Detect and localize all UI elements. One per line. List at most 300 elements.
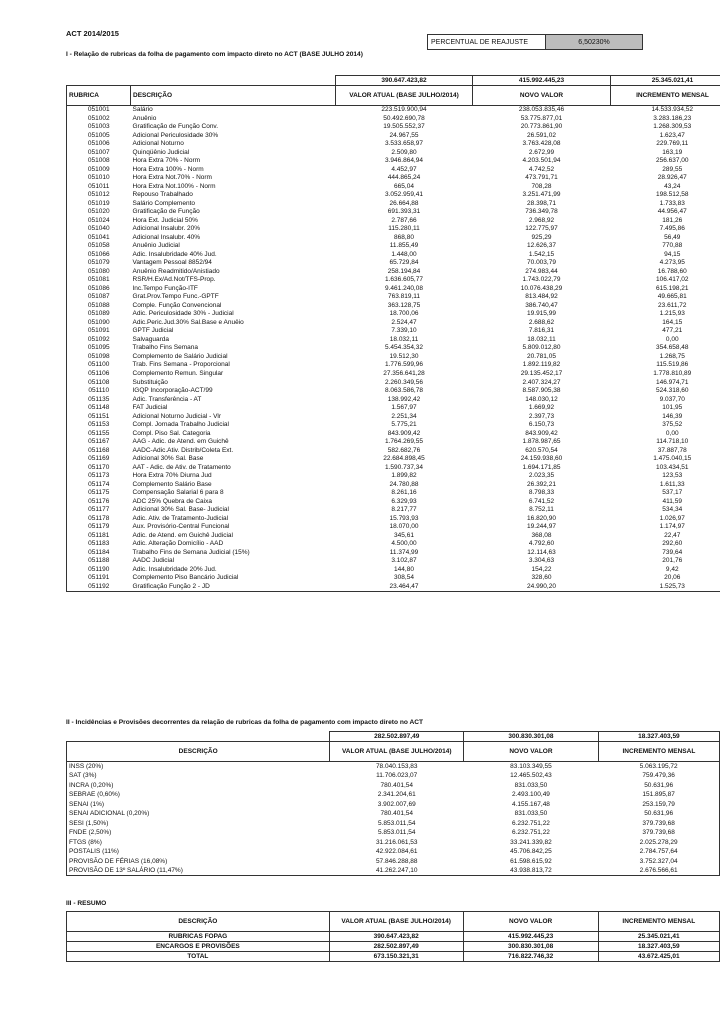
- incremento-mensal: 1.733,83: [611, 200, 720, 209]
- rubrica-descricao: Aux. Provisório-Central Funcional: [132, 523, 230, 531]
- valor-atual: 2.524,47: [391, 318, 417, 326]
- incremento-mensal: 411,59: [611, 498, 720, 507]
- valor-atual: 2.260.349,56: [385, 378, 423, 386]
- valor-atual: 18.070,00: [389, 523, 419, 531]
- incremento-mensal: 101,95: [611, 404, 720, 413]
- rubrica-descricao: Substituição: [132, 378, 168, 386]
- rubrica-code: 051087: [67, 293, 131, 302]
- valor-atual: 1.590.737,34: [385, 463, 423, 471]
- rubrica-code: 051086: [67, 285, 131, 294]
- incremento-mensal: 43,24: [611, 183, 720, 192]
- valor-atual: 23.464,47: [336, 583, 473, 592]
- incremento-mensal: 2.025.278,29: [598, 838, 719, 847]
- rubrica-descricao: ADC 25% Quebra de Caixa: [132, 497, 212, 505]
- incremento-mensal: 151.895,87: [598, 790, 719, 799]
- rubrica-descricao: Complemento de Salário Judicial: [132, 352, 228, 360]
- rubrica-descricao: Hora Extra Not.70% - Norm: [132, 174, 212, 182]
- rubrica-descricao: Adic. Ativ. de Tratamento-Judicial: [132, 514, 229, 522]
- incremento-mensal: 253.159,79: [598, 800, 719, 809]
- valor-atual: 258.194,84: [387, 267, 421, 275]
- resumo-descricao: RUBRICAS FOPAG: [67, 932, 330, 942]
- novo-valor: 4.203.501,94: [522, 157, 561, 165]
- rubrica-code: 051058: [67, 242, 131, 251]
- valor-atual: 1.448,00: [391, 250, 417, 258]
- valor-atual: 8.261,16: [391, 489, 417, 497]
- valor-atual: 8.063.586,78: [385, 387, 423, 395]
- incremento-mensal: 2.784.757,64: [598, 847, 719, 856]
- rubrica-code: 051006: [67, 140, 131, 149]
- novo-valor: 4.742,52: [528, 165, 555, 173]
- rubrica-code: 051040: [67, 225, 131, 234]
- incidencia-descricao: SENAI ADICIONAL (0,20%): [67, 809, 330, 818]
- rubrica-descricao: Adic.Peric.Jud.30% Sal.Base e Anuêio: [132, 318, 244, 326]
- rubrica-row: [67, 557, 720, 566]
- valor-atual: 27.356.641,28: [383, 369, 425, 377]
- valor-atual: 18.700,06: [389, 310, 419, 318]
- valor-atual: 3.946.864,94: [385, 157, 423, 165]
- incremento-mensal: 123,53: [611, 472, 720, 481]
- novo-valor: 328,60: [531, 574, 552, 582]
- novo-valor: 18.032,11: [527, 335, 556, 343]
- valor-atual: 2.509,80: [391, 148, 417, 156]
- rubrica-descricao: IGQP Incorporação-ACT/99: [132, 387, 213, 395]
- rubrica-descricao: Complemento Salário Base: [132, 480, 212, 488]
- novo-valor: 3.304,63: [528, 557, 555, 565]
- valor-atual: 282.502.897,49: [329, 942, 463, 952]
- valor-atual: 5.775,21: [391, 421, 417, 429]
- valor-atual: 2.251,34: [391, 412, 417, 420]
- rubrica-code: 051108: [67, 379, 131, 388]
- novo-valor: 24.159.938,60: [520, 455, 563, 463]
- header2-incremento: INCREMENTO MENSAL: [598, 742, 719, 762]
- incidencia-row: [67, 762, 720, 772]
- rubrica-code: 051184: [67, 549, 131, 558]
- novo-valor: 4.155.167,48: [511, 800, 550, 808]
- rubrica-code: 051153: [67, 421, 131, 430]
- novo-valor: 6.150,73: [528, 421, 555, 429]
- incremento-mensal: 9,42: [611, 566, 720, 575]
- incremento-mensal: 25.345.021,41: [598, 932, 719, 942]
- valor-atual: 3.102,87: [391, 557, 417, 565]
- rubrica-code: 051095: [67, 344, 131, 353]
- valor-atual: 19.512,30: [389, 352, 419, 360]
- section3-header-row: [67, 912, 720, 932]
- valor-atual: 144,80: [394, 565, 414, 573]
- incremento-mensal: 181,26: [611, 217, 720, 226]
- incremento-mensal: 146,39: [611, 413, 720, 422]
- novo-valor: 154,22: [531, 565, 552, 573]
- novo-valor: 274.983,44: [525, 267, 558, 275]
- section3-title: III - RESUMO: [66, 900, 107, 907]
- valor-atual: 1.567,97: [391, 404, 417, 412]
- novo-valor: 8.798,33: [528, 489, 555, 497]
- valor-atual: 24.967,55: [389, 131, 419, 139]
- novo-valor: 813.484,92: [525, 293, 558, 301]
- incremento-mensal: 379.739,68: [598, 828, 719, 837]
- incremento-mensal: 1.215,93: [611, 310, 720, 319]
- rubrica-code: 051173: [67, 472, 131, 481]
- rubrica-row: [67, 430, 720, 439]
- rubrica-row: [67, 183, 720, 192]
- rubrica-descricao: Complemento Remun. Singular: [132, 369, 224, 377]
- rubrica-row: [67, 149, 720, 158]
- rubrica-row: [67, 319, 720, 328]
- rubrica-code: 051151: [67, 413, 131, 422]
- rubrica-row: [67, 489, 720, 498]
- rubrica-row: [67, 302, 720, 311]
- incremento-mensal: 2.676.566,61: [598, 866, 719, 876]
- rubrica-descricao: Anuênio Readmitido/Anistiado: [132, 267, 220, 275]
- rubrica-row: [67, 549, 720, 558]
- novo-valor: 29.135.452,17: [520, 369, 563, 377]
- rubrica-code: 051001: [67, 106, 131, 115]
- novo-valor: 2.688,62: [528, 318, 555, 326]
- valor-atual: 1.764.269,55: [385, 438, 423, 446]
- valor-atual: 41.262.247,10: [330, 866, 464, 876]
- incidencia-row: [67, 771, 720, 780]
- rubrica-descricao: Vantagem Pessoal 8852/94: [132, 259, 212, 267]
- rubrica-code: 051170: [67, 464, 131, 473]
- rubrica-code: 051081: [67, 276, 131, 285]
- incidencia-descricao: PROVISÃO DE FÉRIAS (16,08%): [67, 857, 330, 866]
- incremento-mensal: 379.739,68: [598, 819, 719, 828]
- rubrica-descricao: Trabalho Fins de Semana Judicial (15%): [132, 548, 250, 556]
- rubrica-descricao: Comple. Função Convencional: [132, 301, 222, 309]
- rubrica-code: 051106: [67, 370, 131, 379]
- incidencia-row: [67, 866, 720, 876]
- valor-atual: 15.793,93: [389, 514, 419, 522]
- novo-valor: 843.909,42: [525, 429, 558, 437]
- rubrica-code: 051010: [67, 174, 131, 183]
- novo-valor: 1.542,15: [528, 250, 555, 258]
- novo-valor: 19.915,99: [527, 310, 556, 318]
- incidencia-descricao: SEBRAE (0,60%): [67, 790, 330, 799]
- valor-atual: 9.461.240,08: [385, 284, 423, 292]
- rubrica-code: 051135: [67, 396, 131, 405]
- rubrica-row: [67, 115, 720, 124]
- novo-valor: 1.694.171,85: [522, 463, 561, 471]
- valor-atual: 8.217,77: [391, 506, 417, 514]
- header2-novo-valor: NOVO VALOR: [464, 742, 599, 762]
- rubrica-code: 051011: [67, 183, 131, 192]
- rubrica-row: [67, 166, 720, 175]
- section2-total-atual: 282.502.897,49: [330, 732, 464, 742]
- rubrica-descricao: Grat.Prov.Tempo Func.-GPTF: [132, 293, 219, 301]
- novo-valor: 6.232.751,22: [511, 829, 550, 837]
- valor-atual: 345,61: [394, 531, 414, 539]
- reajuste-label: PERCENTUAL DE REAJUSTE: [428, 35, 546, 49]
- valor-atual: 57.846.288,88: [375, 857, 418, 865]
- rubrica-row: [67, 344, 720, 353]
- rubrica-descricao: FAT Judicial: [132, 404, 168, 412]
- novo-valor: 26.392,21: [527, 480, 556, 488]
- rubrica-code: 051024: [67, 217, 131, 226]
- novo-valor: 12.114,63: [527, 548, 556, 556]
- rubrica-row: [67, 234, 720, 243]
- rubrica-descricao: Adic. de Atend. em Guichê Judicial: [132, 531, 233, 539]
- valor-atual: 19.505.552,37: [383, 123, 425, 131]
- novo-valor: 61.598.615,92: [510, 857, 552, 865]
- incremento-mensal: 164,15: [611, 319, 720, 328]
- rubrica-code: 051148: [67, 404, 131, 413]
- rubrica-descricao: Hora Ext. Judicial 50%: [132, 216, 198, 224]
- incremento-mensal: 1.026,97: [611, 515, 720, 524]
- rubrica-code: 051168: [67, 447, 131, 456]
- rubrica-descricao: Compl. Jornada Trabalho Judicial: [132, 421, 229, 429]
- valor-atual: 2.341.204,61: [377, 791, 416, 799]
- rubrica-descricao: Adicional Insalubr. 20%: [132, 225, 201, 233]
- valor-atual: 42.922.084,61: [375, 848, 418, 856]
- rubrica-descricao: Salário: [132, 106, 153, 113]
- rubrica-descricao: AADC-Adic.Ativ. Distrib/Coleta Ext.: [132, 446, 234, 454]
- novo-valor: 3.763.428,08: [522, 140, 561, 148]
- incremento-mensal: 292,60: [611, 540, 720, 549]
- rubrica-descricao: Gratificação Função 2 - JD: [131, 583, 336, 592]
- novo-valor: 831.033,50: [514, 781, 548, 789]
- incremento-mensal: 0,00: [611, 430, 720, 439]
- rubrica-descricao: Adicional Insalubr. 40%: [132, 233, 201, 241]
- rubrica-code: 051179: [67, 523, 131, 532]
- rubrica-row: [67, 370, 720, 379]
- section2-totals-row: [67, 732, 720, 742]
- valor-atual: 3.052.959,41: [385, 191, 423, 199]
- valor-atual: 1.776.599,96: [385, 361, 423, 369]
- section1-totals-row: [67, 76, 720, 86]
- rubrica-descricao: GPTF Judicial: [132, 327, 174, 335]
- novo-valor: 831.033,50: [514, 810, 548, 818]
- rubrica-code: 051098: [67, 353, 131, 362]
- incremento-mensal: 18.327.403,59: [598, 942, 719, 952]
- incidencia-descricao: FNDE (2,50%): [67, 828, 330, 837]
- rubrica-row: [67, 515, 720, 524]
- rubrica-row: [67, 498, 720, 507]
- incremento-mensal: 1.174,97: [611, 523, 720, 532]
- header2-valor-atual: VALOR ATUAL (BASE JULHO/2014): [330, 742, 464, 762]
- incidencia-descricao: SESI (1,50%): [67, 819, 330, 828]
- rubrica-code: 051066: [67, 251, 131, 260]
- incremento-mensal: 50.631,96: [598, 781, 719, 790]
- rubrica-row: [67, 336, 720, 345]
- novo-valor: 2.968,92: [528, 216, 555, 224]
- rubrica-code: 051005: [67, 132, 131, 141]
- rubrica-descricao: Adic. Insalubridade 40% Jud.: [132, 250, 217, 258]
- rubrica-code: 051167: [67, 438, 131, 447]
- novo-valor: 716.822.746,32: [463, 952, 598, 962]
- rubrica-row: [67, 447, 720, 456]
- novo-valor: 6.741,52: [528, 497, 555, 505]
- novo-valor: 45.706.842,25: [510, 848, 552, 856]
- rubrica-row: [67, 200, 720, 209]
- novo-valor: 2.397,73: [528, 412, 555, 420]
- rubrica-descricao: Hora Extra 100% - Norm: [132, 165, 204, 173]
- valor-atual: 582.682,76: [387, 446, 421, 454]
- rubrica-code: 051090: [67, 319, 131, 328]
- novo-valor: 6.232.751,22: [511, 819, 550, 827]
- incremento-mensal: 0,00: [611, 336, 720, 345]
- novo-valor: 122.775,97: [525, 225, 558, 233]
- valor-atual: 843.909,42: [387, 429, 421, 437]
- section1-total-novo: 415.992.445,23: [473, 76, 611, 86]
- rubrica-descricao: Salário Complemento: [132, 199, 196, 207]
- novo-valor: 736.349,78: [525, 208, 558, 216]
- incremento-mensal: 103.434,51: [611, 464, 720, 473]
- rubrica-code: 051191: [67, 574, 131, 583]
- rubrica-descricao: Anuênio: [132, 114, 157, 122]
- incidencia-row: [67, 847, 720, 856]
- rubrica-code: 051007: [67, 149, 131, 158]
- incidencia-descricao: INCRA (0,20%): [67, 781, 330, 790]
- resumo-table: [66, 911, 720, 962]
- novo-valor: 1.892.119,82: [522, 361, 561, 369]
- valor-atual: 22.684.898,45: [383, 455, 425, 463]
- valor-atual: 11.855,49: [389, 242, 419, 250]
- header3-descricao: DESCRIÇÃO: [67, 912, 330, 932]
- resumo-row: [67, 932, 720, 942]
- section1-total-atual: 390.647.423,82: [336, 76, 473, 86]
- incremento-mensal: 1.475.040,15: [611, 455, 720, 464]
- resumo-row: [67, 942, 720, 952]
- incremento-mensal: 354.658,48: [611, 344, 720, 353]
- incremento-mensal: 43.672.425,01: [598, 952, 719, 962]
- rubrica-descricao: Adicional Noturno: [132, 140, 184, 148]
- incremento-mensal: 106.417,02: [611, 276, 720, 285]
- valor-atual: 3.902.007,69: [377, 800, 416, 808]
- rubrica-row: [67, 268, 720, 277]
- rubrica-code: 051183: [67, 540, 131, 549]
- rubrica-descricao: Hora Extra 70% Diurna Jud: [132, 472, 212, 480]
- novo-valor: 2.023,35: [528, 472, 555, 480]
- rubrica-row: [67, 532, 720, 541]
- valor-atual: 673.150.321,31: [329, 952, 463, 962]
- novo-valor: 4.792,60: [528, 540, 555, 548]
- section1-header-row: [67, 86, 720, 106]
- rubrica-code: 051175: [67, 489, 131, 498]
- valor-atual: 4.500,00: [391, 540, 417, 548]
- rubrica-code: 051080: [67, 268, 131, 277]
- valor-atual: 6.329,93: [391, 497, 417, 505]
- rubrica-descricao: Salvaguarda: [132, 335, 169, 343]
- rubrica-code: 051155: [67, 430, 131, 439]
- rubrica-row: [67, 361, 720, 370]
- novo-valor: 2.493.100,49: [511, 791, 550, 799]
- incidencia-row: [67, 809, 720, 818]
- incremento-mensal: 229.769,11: [611, 140, 720, 149]
- incremento-mensal: 1.268.309,53: [611, 123, 720, 132]
- novo-valor: 415.992.445,23: [463, 932, 598, 942]
- incremento-mensal: 1.611,33: [611, 481, 720, 490]
- valor-atual: 223.519.900,94: [381, 106, 427, 113]
- section1-title: I - Relação de rubricas da folha de pagamento com impacto direto no ACT (BASE JULHO 2014): [66, 51, 363, 58]
- rubrica-descricao: Repouso Trabalhado: [132, 191, 193, 199]
- section2-total-novo: 300.830.301,08: [464, 732, 599, 742]
- valor-atual: 390.647.423,82: [329, 932, 463, 942]
- incremento-mensal: 44.956,47: [611, 208, 720, 217]
- novo-valor: 386.740,47: [525, 301, 558, 309]
- rubrica-row: [67, 481, 720, 490]
- header3-incremento: INCREMENTO MENSAL: [598, 912, 719, 932]
- rubrica-row: [67, 217, 720, 226]
- rubrica-descricao: Compensação Salarial 6 para 8: [132, 489, 224, 497]
- rubrica-code: 051002: [67, 115, 131, 124]
- rubrica-row: [67, 106, 720, 115]
- header-novo-valor: NOVO VALOR: [473, 86, 611, 106]
- valor-atual: 11.374,99: [389, 548, 419, 556]
- incremento-mensal: 49.665,81: [611, 293, 720, 302]
- valor-atual: 3.533.658,97: [385, 140, 423, 148]
- incremento-mensal: 114.718,10: [611, 438, 720, 447]
- incremento-mensal: 3.283.186,23: [611, 115, 720, 124]
- valor-atual: 868,80: [394, 233, 414, 241]
- valor-atual: 691.393,31: [387, 208, 421, 216]
- rubrica-row: [67, 464, 720, 473]
- incremento-mensal: 537,17: [611, 489, 720, 498]
- rubrica-row: [67, 353, 720, 362]
- novo-valor: 70.003,79: [527, 259, 556, 267]
- rubrica-descricao: Adic. Alteração Domicílio - AAD: [132, 540, 224, 548]
- rubrica-row: [67, 251, 720, 260]
- novo-valor: 473.791,71: [525, 174, 558, 182]
- novo-valor: 33.241.339,82: [510, 838, 552, 846]
- incidencia-descricao: POSTALIS (11%): [67, 847, 330, 856]
- valor-atual: 50.492.690,78: [383, 114, 425, 122]
- rubrica-descricao: Trab. Fins Semana - Proporcional: [132, 361, 230, 369]
- novo-valor: 368,08: [531, 531, 552, 539]
- incremento-mensal: 1.268,75: [611, 353, 720, 362]
- rubrica-row: [67, 174, 720, 183]
- rubrica-row: [67, 413, 720, 422]
- rubrica-code: 051009: [67, 166, 131, 175]
- incremento-mensal: 1.778.810,89: [611, 370, 720, 379]
- rubrica-row: [67, 285, 720, 294]
- incremento-mensal: 198.512,58: [611, 191, 720, 200]
- header-rubrica: RUBRICA: [67, 86, 131, 106]
- rubrica-code: 051174: [67, 481, 131, 490]
- rubrica-code: 051003: [67, 123, 131, 132]
- novo-valor: 148.030,12: [525, 395, 558, 403]
- valor-atual: 1.636.605,77: [385, 276, 423, 284]
- rubrica-row: [67, 327, 720, 336]
- rubrica-row: [67, 455, 720, 464]
- novo-valor: 300.830.301,08: [463, 942, 598, 952]
- novo-valor: 3.251.471,99: [522, 191, 561, 199]
- novo-valor: 238.053.835,46: [518, 106, 565, 113]
- novo-valor: 1.878.987,65: [522, 438, 561, 446]
- incidencia-row: [67, 819, 720, 828]
- incidencia-row: [67, 800, 720, 809]
- rubrica-descricao: Adic. Transferência - AT: [132, 395, 202, 403]
- novo-valor: 12.626,37: [527, 242, 556, 250]
- rubrica-row: [67, 404, 720, 413]
- resumo-descricao: TOTAL: [67, 952, 330, 962]
- novo-valor: 925,29: [531, 233, 552, 241]
- reajuste-box: [427, 34, 643, 50]
- incremento-mensal: 201,76: [611, 557, 720, 566]
- rubrica-row: [67, 421, 720, 430]
- rubrica-descricao: Adic. Insalubridade 20% Jud.: [132, 565, 217, 573]
- rubrica-code: 051110: [67, 387, 131, 396]
- novo-valor: 8.752,11: [529, 506, 554, 514]
- novo-valor: 2.672,99: [528, 148, 555, 156]
- incremento-mensal: 534,34: [611, 506, 720, 515]
- valor-atual: 5.853.011,54: [377, 819, 416, 827]
- novo-valor: 20.781,05: [527, 352, 556, 360]
- rubrica-row: [67, 276, 720, 285]
- novo-valor: 10.076.438,29: [520, 284, 563, 292]
- novo-valor: 1.743.022,79: [522, 276, 561, 284]
- rubrica-descricao: Complemento Piso Bancário Judicial: [132, 574, 239, 582]
- valor-atual: 5.853.011,54: [377, 829, 416, 837]
- resumo-row: [67, 952, 720, 962]
